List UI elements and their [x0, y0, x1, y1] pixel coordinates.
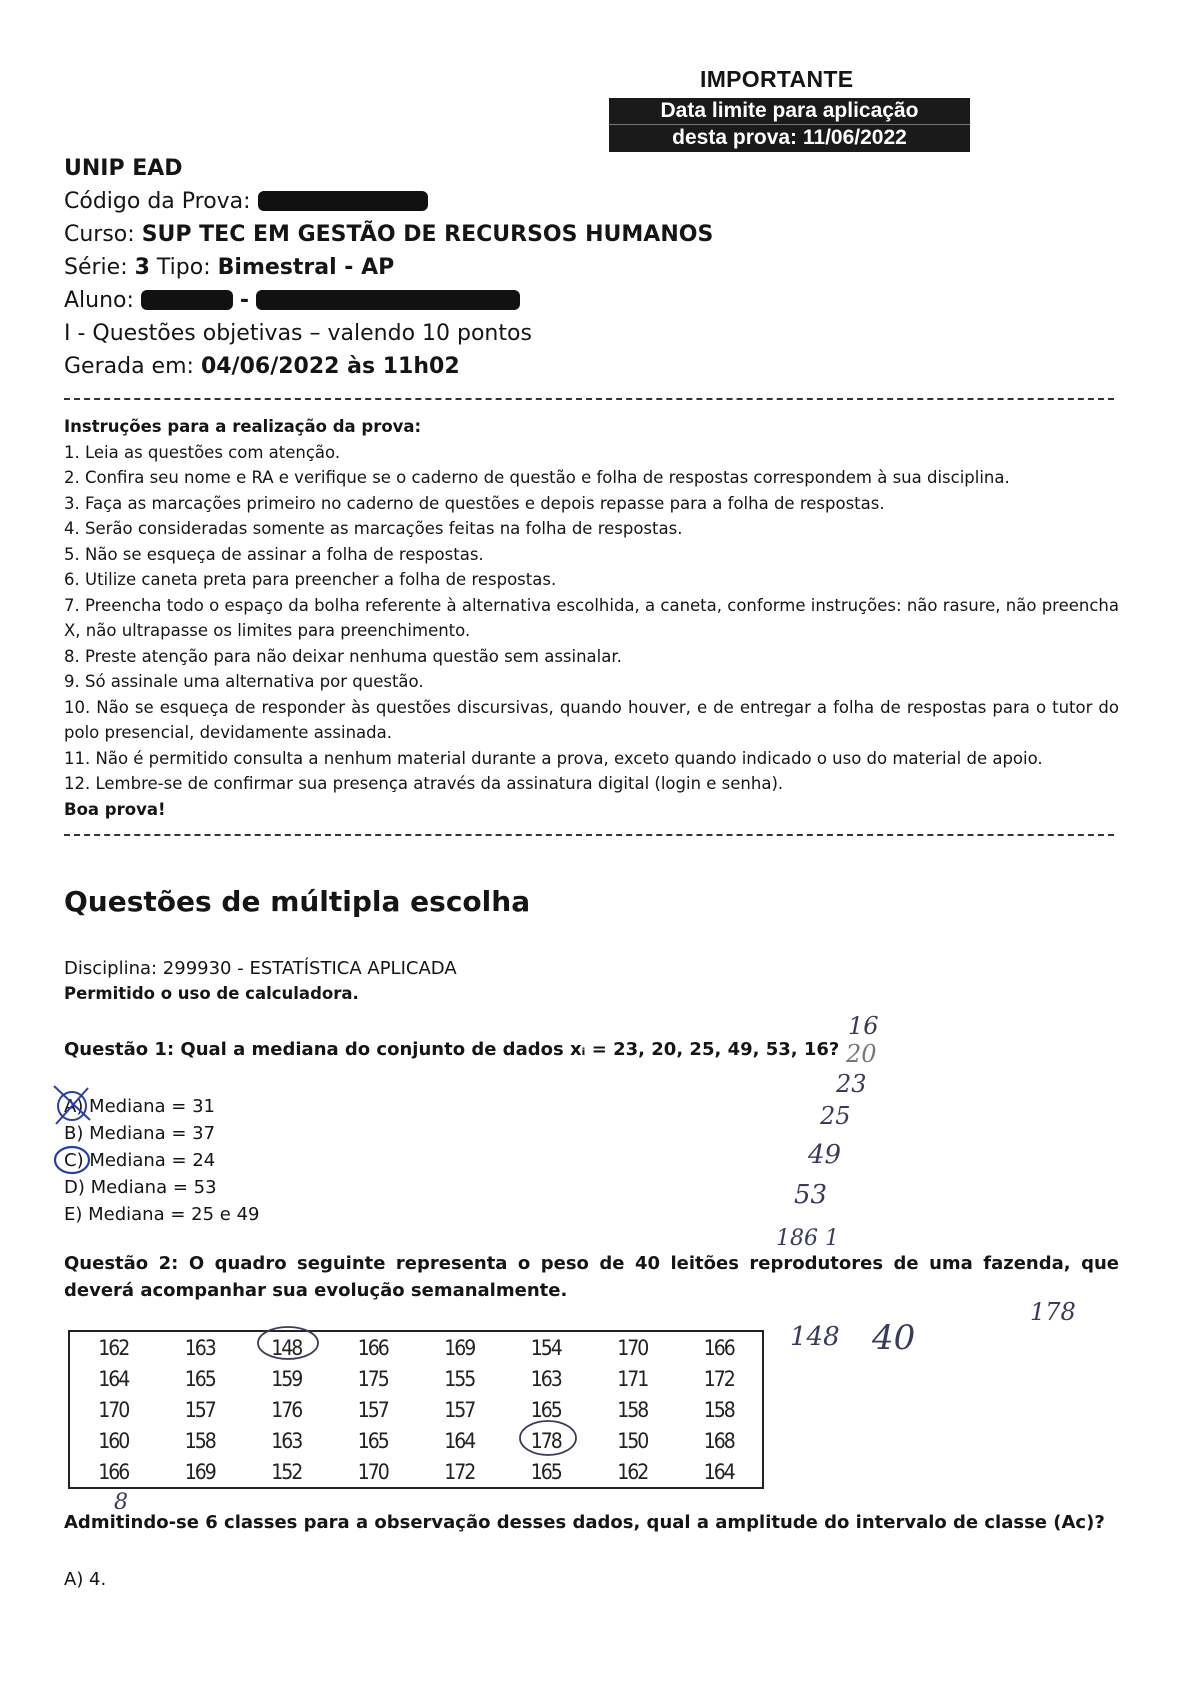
question-2-text: Questão 2: O quadro seguinte representa o peso de 40 leitões reprodutores de uma fazenda, que deverá acompanhar sua evolução semanalmente. — [64, 1253, 1119, 1301]
table-cell: 166 — [703, 1335, 734, 1360]
table-cell: 160 — [98, 1428, 129, 1453]
handwritten-sorted-1: 16 — [848, 1012, 879, 1040]
table-cell: 164 — [444, 1428, 475, 1453]
table-cell: 166 — [357, 1335, 388, 1360]
question-2-ask: Admitindo-se 6 classes para a observação desses dados, qual a amplitude do intervalo de classe (Ac)? — [64, 1512, 1105, 1533]
cell-148-circle-mark — [258, 1327, 318, 1359]
table-cell: 178 — [530, 1428, 561, 1453]
table-cell: 148 — [271, 1335, 302, 1360]
instruction-item: 2. Confira seu nome e RA e verifique se o caderno de questão e folha de respostas correspondem à sua disciplina. — [64, 468, 1010, 487]
instruction-item: 7. Preencha todo o espaço da bolha referente à alternativa escolhida, a caneta, conforme instruções: não rasure, não preencha X, não ultrapasse os limites para preenchimento. — [64, 595, 1119, 640]
table-cell: 157 — [357, 1397, 388, 1422]
handwritten-min: 148 — [790, 1322, 840, 1352]
handwritten-sorted-5: 49 — [808, 1140, 842, 1170]
table-cell: 166 — [98, 1459, 129, 1484]
table-cell: 152 — [271, 1459, 302, 1484]
student-label: Aluno: — [64, 288, 134, 313]
instruction-item: 4. Serão consideradas somente as marcações feitas na folha de respostas. — [64, 519, 683, 538]
table-cell: 170 — [98, 1397, 129, 1422]
table-cell: 163 — [530, 1366, 561, 1391]
handwritten-count: 40 — [872, 1318, 916, 1358]
table-cell: 165 — [530, 1397, 561, 1422]
table-cell: 172 — [703, 1366, 734, 1391]
deadline-line-2: desta prova: 11/06/2022 — [609, 124, 970, 151]
generated-label: Gerada em: — [64, 354, 194, 379]
table-cell: 164 — [703, 1459, 734, 1484]
option-c-circle-mark — [55, 1147, 89, 1173]
instructions-title: Instruções para a realização da prova: — [64, 417, 422, 436]
table-cell: 162 — [98, 1335, 129, 1360]
handwritten-sorted-3: 23 — [836, 1070, 867, 1098]
institution-name: UNIP EAD — [64, 156, 183, 181]
table-cell: 158 — [184, 1428, 215, 1453]
table-cell: 168 — [703, 1428, 734, 1453]
table-cell: 163 — [184, 1335, 215, 1360]
discipline: Disciplina: 299930 - ESTATÍSTICA APLICADA — [64, 958, 457, 979]
table-cell: 157 — [444, 1397, 475, 1422]
table-cell: 158 — [703, 1397, 734, 1422]
table-cell: 150 — [617, 1428, 648, 1453]
handwritten-max: 178 — [1030, 1298, 1076, 1326]
table-cell: 176 — [271, 1397, 302, 1422]
instruction-item: 8. Preste atenção para não deixar nenhuma questão sem assinalar. — [64, 646, 622, 666]
table-cell: 169 — [184, 1459, 215, 1484]
series-label: Série: — [64, 255, 128, 280]
handwritten-eight: 8 — [114, 1490, 128, 1515]
table-cell: 162 — [617, 1459, 648, 1484]
important-title: IMPORTANTE — [700, 66, 854, 92]
objective-line: I - Questões objetivas – valendo 10 pontos — [64, 321, 532, 346]
type-value: Bimestral - AP — [217, 255, 395, 280]
table-cell: 163 — [271, 1428, 302, 1453]
generated-value: 04/06/2022 às 11h02 — [200, 354, 460, 379]
q1-option-e[interactable]: E) Mediana = 25 e 49 — [64, 1204, 260, 1225]
instruction-item: 6. Utilize caneta preta para preencher a folha de respostas. — [64, 570, 557, 589]
table-cell: 158 — [617, 1397, 648, 1422]
q1-option-a[interactable]: A) Mediana = 31 — [64, 1096, 215, 1117]
instruction-item: 9. Só assinale uma alternativa por questão. — [64, 672, 424, 691]
calculator-note: Permitido o uso de calculadora. — [64, 984, 359, 1003]
deadline-line-1: Data limite para aplicação — [660, 99, 919, 122]
series-value: 3 — [134, 255, 150, 280]
table-cell: 165 — [530, 1459, 561, 1484]
table-cell: 159 — [271, 1366, 302, 1391]
exam-code-label: Código da Prova: — [64, 189, 251, 214]
cell-178-circle-mark — [520, 1421, 576, 1455]
handwritten-note-1: 186 1 — [776, 1226, 839, 1251]
table-cell: 175 — [357, 1366, 388, 1391]
instruction-item: 10. Não se esqueça de responder às questões discursivas, quando houver, e de entregar a folha de respostas para o tutor do polo presencial, devidamente assinada. — [64, 697, 1119, 742]
table-cell: 164 — [98, 1366, 129, 1391]
student-separator: - — [239, 288, 250, 313]
table-cell: 157 — [184, 1397, 215, 1422]
instruction-item: 12. Lembre-se de confirmar sua presença através da assinatura digital (login e senha). — [64, 774, 784, 793]
type-label: Tipo: — [156, 255, 211, 280]
instructions-closing: Boa prova! — [64, 799, 166, 819]
instruction-item: 3. Faça as marcações primeiro no caderno de questões e depois repasse para a folha de respostas. — [64, 493, 885, 513]
course-label: Curso: — [64, 222, 135, 247]
q1-option-d[interactable]: D) Mediana = 53 — [64, 1177, 217, 1198]
section-title: Questões de múltipla escolha — [64, 885, 531, 918]
instruction-item: 5. Não se esqueça de assinar a folha de respostas. — [64, 544, 484, 564]
handwritten-sorted-2: 20 — [846, 1040, 877, 1068]
table-cell: 165 — [184, 1366, 215, 1391]
instruction-item: 11. Não é permitido consulta a nenhum material durante a prova, exceto quando indicado o uso do material de apoio. — [64, 748, 1043, 768]
question-1-text: Questão 1: Qual a mediana do conjunto de dados xᵢ = 23, 20, 25, 49, 53, 16? — [64, 1039, 840, 1060]
table-cell: 171 — [617, 1366, 648, 1391]
handwritten-sorted-6: 53 — [794, 1180, 828, 1210]
table-cell: 165 — [357, 1428, 388, 1453]
table-cell: 154 — [530, 1335, 561, 1360]
table-cell: 169 — [444, 1335, 475, 1360]
table-cell: 172 — [444, 1459, 475, 1484]
q1-option-b[interactable]: B) Mediana = 37 — [64, 1123, 216, 1144]
instruction-item: 1. Leia as questões com atenção. — [64, 442, 341, 462]
q1-option-c[interactable]: C) Mediana = 24 — [64, 1150, 216, 1171]
table-cell: 170 — [617, 1335, 648, 1360]
handwritten-sorted-4: 25 — [820, 1102, 851, 1130]
course-value: SUP TEC EM GESTÃO DE RECURSOS HUMANOS — [141, 222, 714, 247]
q2-option-a[interactable]: A) 4. — [64, 1569, 107, 1590]
table-cell: 155 — [444, 1366, 475, 1391]
table-cell: 170 — [357, 1459, 388, 1484]
